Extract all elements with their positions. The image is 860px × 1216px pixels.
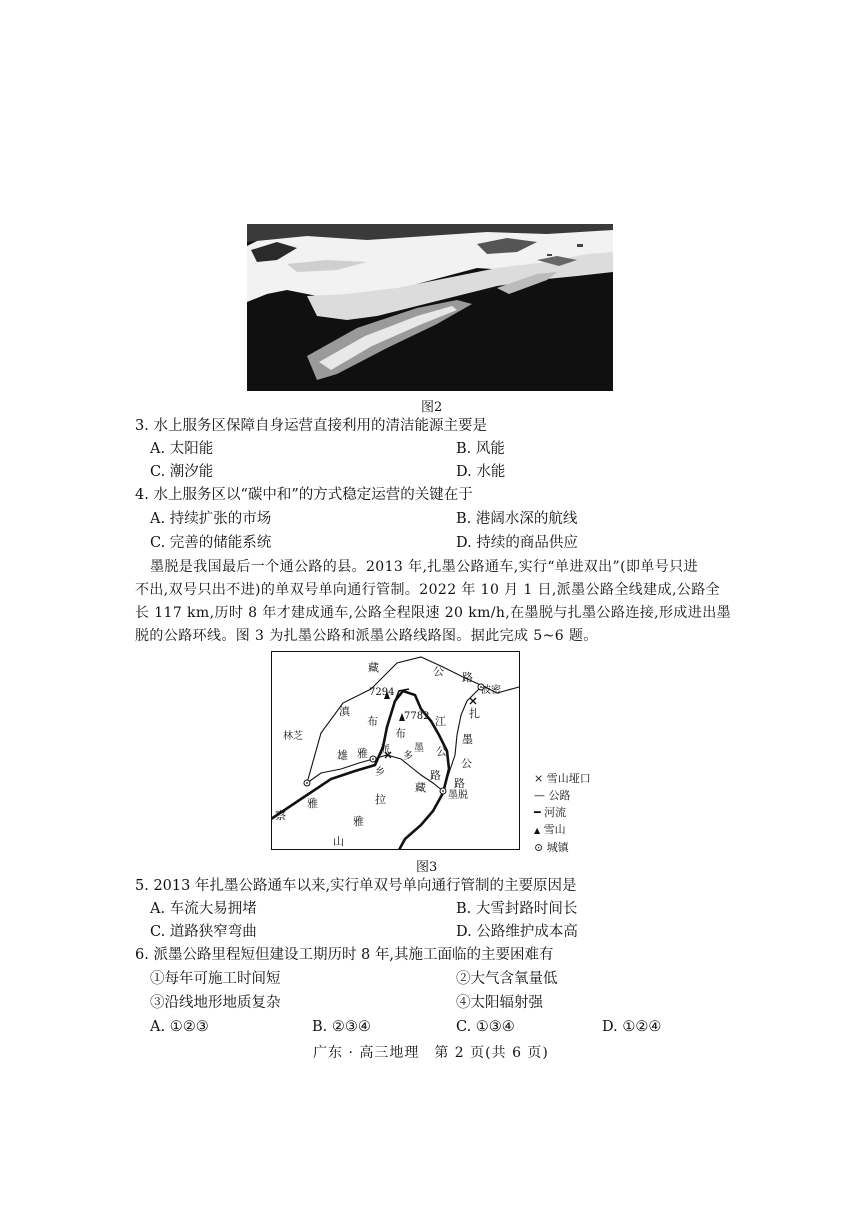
map-label-ya1: 雅 [357,747,368,760]
pass-icon: × [534,772,544,785]
legend-label-peak: 雪山 [543,823,566,836]
map-label-mo2: 墨 [414,743,424,754]
q6-stem: 6. 派墨公路里程短但建设工期历时 8 年,其施工面临的主要困难有 [135,947,554,963]
map-label-buz: 布 [395,727,406,740]
map-label-peak-7294: 7294 [369,687,395,698]
q3-stem: 3. 水上服务区保障自身运营直接利用的清洁能源主要是 [135,418,487,434]
map-label-zha: 扎 [469,707,480,720]
q6-item-2: ②大气含氧量低 [456,971,558,987]
map-label-gong2: 公 [461,757,472,770]
q6-option-a: A. ①②③ [150,1019,209,1035]
town-icon: ⊙ [534,841,544,854]
q6-item-1: ①每年可施工时间短 [150,971,281,987]
passage-line-4: 脱的公路环线。图 3 为扎墨公路和派墨公路线路图。据此完成 5~6 题。 [135,628,598,644]
q5-option-d: D. 公路维护成本高 [456,924,578,940]
q4-option-c: C. 完善的储能系统 [150,535,272,551]
q4-stem: 4. 水上服务区以“碳中和”的方式稳定运营的关键在于 [135,487,473,503]
figure2-photo [247,224,613,391]
q3-option-a: A. 太阳能 [150,441,214,457]
river-port-photo [247,224,613,391]
legend-label-pass: 雪山垭口 [546,772,591,785]
map-label-xiong: 雄 [337,749,348,762]
map-label-yalu: 雅 [307,797,318,810]
q3-option-d: D. 水能 [456,464,506,480]
river-line-icon: ━ [534,806,541,819]
map-label-gong3: 公 [436,745,447,758]
figure2-caption: 图2 [421,400,443,415]
map-label-dian: 滇 [339,705,350,718]
map-label-pai: 派 [380,745,390,756]
legend-item-pass [534,770,591,787]
q5-stem: 5. 2013 年扎墨公路通车以来,实行单双号单向通行管制的主要原因是 [135,878,577,894]
q4-option-b: B. 港阔水深的航线 [456,511,578,527]
map-label-lu2: 路 [454,777,465,790]
q3-option-b: B. 风能 [456,441,505,457]
map-label-lu: 路 [462,671,473,684]
q3-option-c: C. 潮汐能 [150,464,214,480]
map-label-cha: 察 [275,809,286,822]
map-label-la: 拉 [375,793,386,806]
q6-option-b: B. ②③④ [312,1019,371,1035]
q6-item-4: ④太阳辐射强 [456,995,543,1011]
map-label-xiang: 乡 [375,767,385,778]
map-label-bomi: 波密 [481,685,501,696]
legend-label-river: 河流 [544,806,567,819]
figure3-caption: 图3 [416,860,438,875]
q5-option-b: B. 大雪封路时间长 [456,901,578,917]
map-label-bu: 布 [367,715,378,728]
legend-label-town: 城镇 [546,841,569,854]
legend-label-road: 公路 [548,789,571,802]
map-label-zang: 藏 [368,661,379,674]
map-label-lu3: 路 [430,769,441,782]
figure3-map [271,651,520,850]
passage-line-1: 墨脱是我国最后一个通公路的县。2013 年,扎墨公路通车,实行“单进双出”(即单号只进 [150,559,698,575]
passage-line-3: 长 117 km,历时 8 年才建成通车,公路全程限速 20 km/h,在墨脱与扎墨公路连接,形成进出墨 [135,605,731,621]
q5-option-a: A. 车流大易拥堵 [150,901,257,917]
legend-item-town [534,839,591,856]
q6-option-d: D. ①②④ [602,1019,662,1035]
page-footer: 广东 · 高三地理 第 2 页(共 6 页) [313,1045,549,1061]
map-label-ya: 雅 [353,815,364,828]
map-label-shan: 山 [333,835,344,848]
legend-item-river [534,804,591,821]
map-label-duoxiong: 多 [403,751,413,762]
map-label-gong: 公 [433,665,444,678]
q5-option-c: C. 道路狭窄弯曲 [150,924,257,940]
figure3-legend [534,770,591,856]
map-label-mo: 墨 [462,733,473,746]
map-label-nyingchi: 林芝 [283,731,303,742]
passage-line-2: 不出,双号只出不进)的单双号单向通行管制。2022 年 10 月 1 日,派墨公路全线建成,公路全 [135,582,721,598]
q4-option-d: D. 持续的商品供应 [456,535,578,551]
road-line-icon: — [534,789,545,802]
map-label-medog: 墨脱 [448,790,468,801]
q6-option-c: C. ①③④ [456,1019,515,1035]
q4-option-a: A. 持续扩张的市场 [150,511,272,527]
legend-item-peak [534,821,591,839]
legend-item-road [534,787,591,804]
map-label-jiang: 江 [435,715,446,728]
map-label-peak-7782: 7782 [404,711,430,722]
q6-item-3: ③沿线地形地质复杂 [150,995,281,1011]
map-label-zangbu: 藏 [415,781,426,794]
snow-peak-icon: ▲ [534,826,541,835]
